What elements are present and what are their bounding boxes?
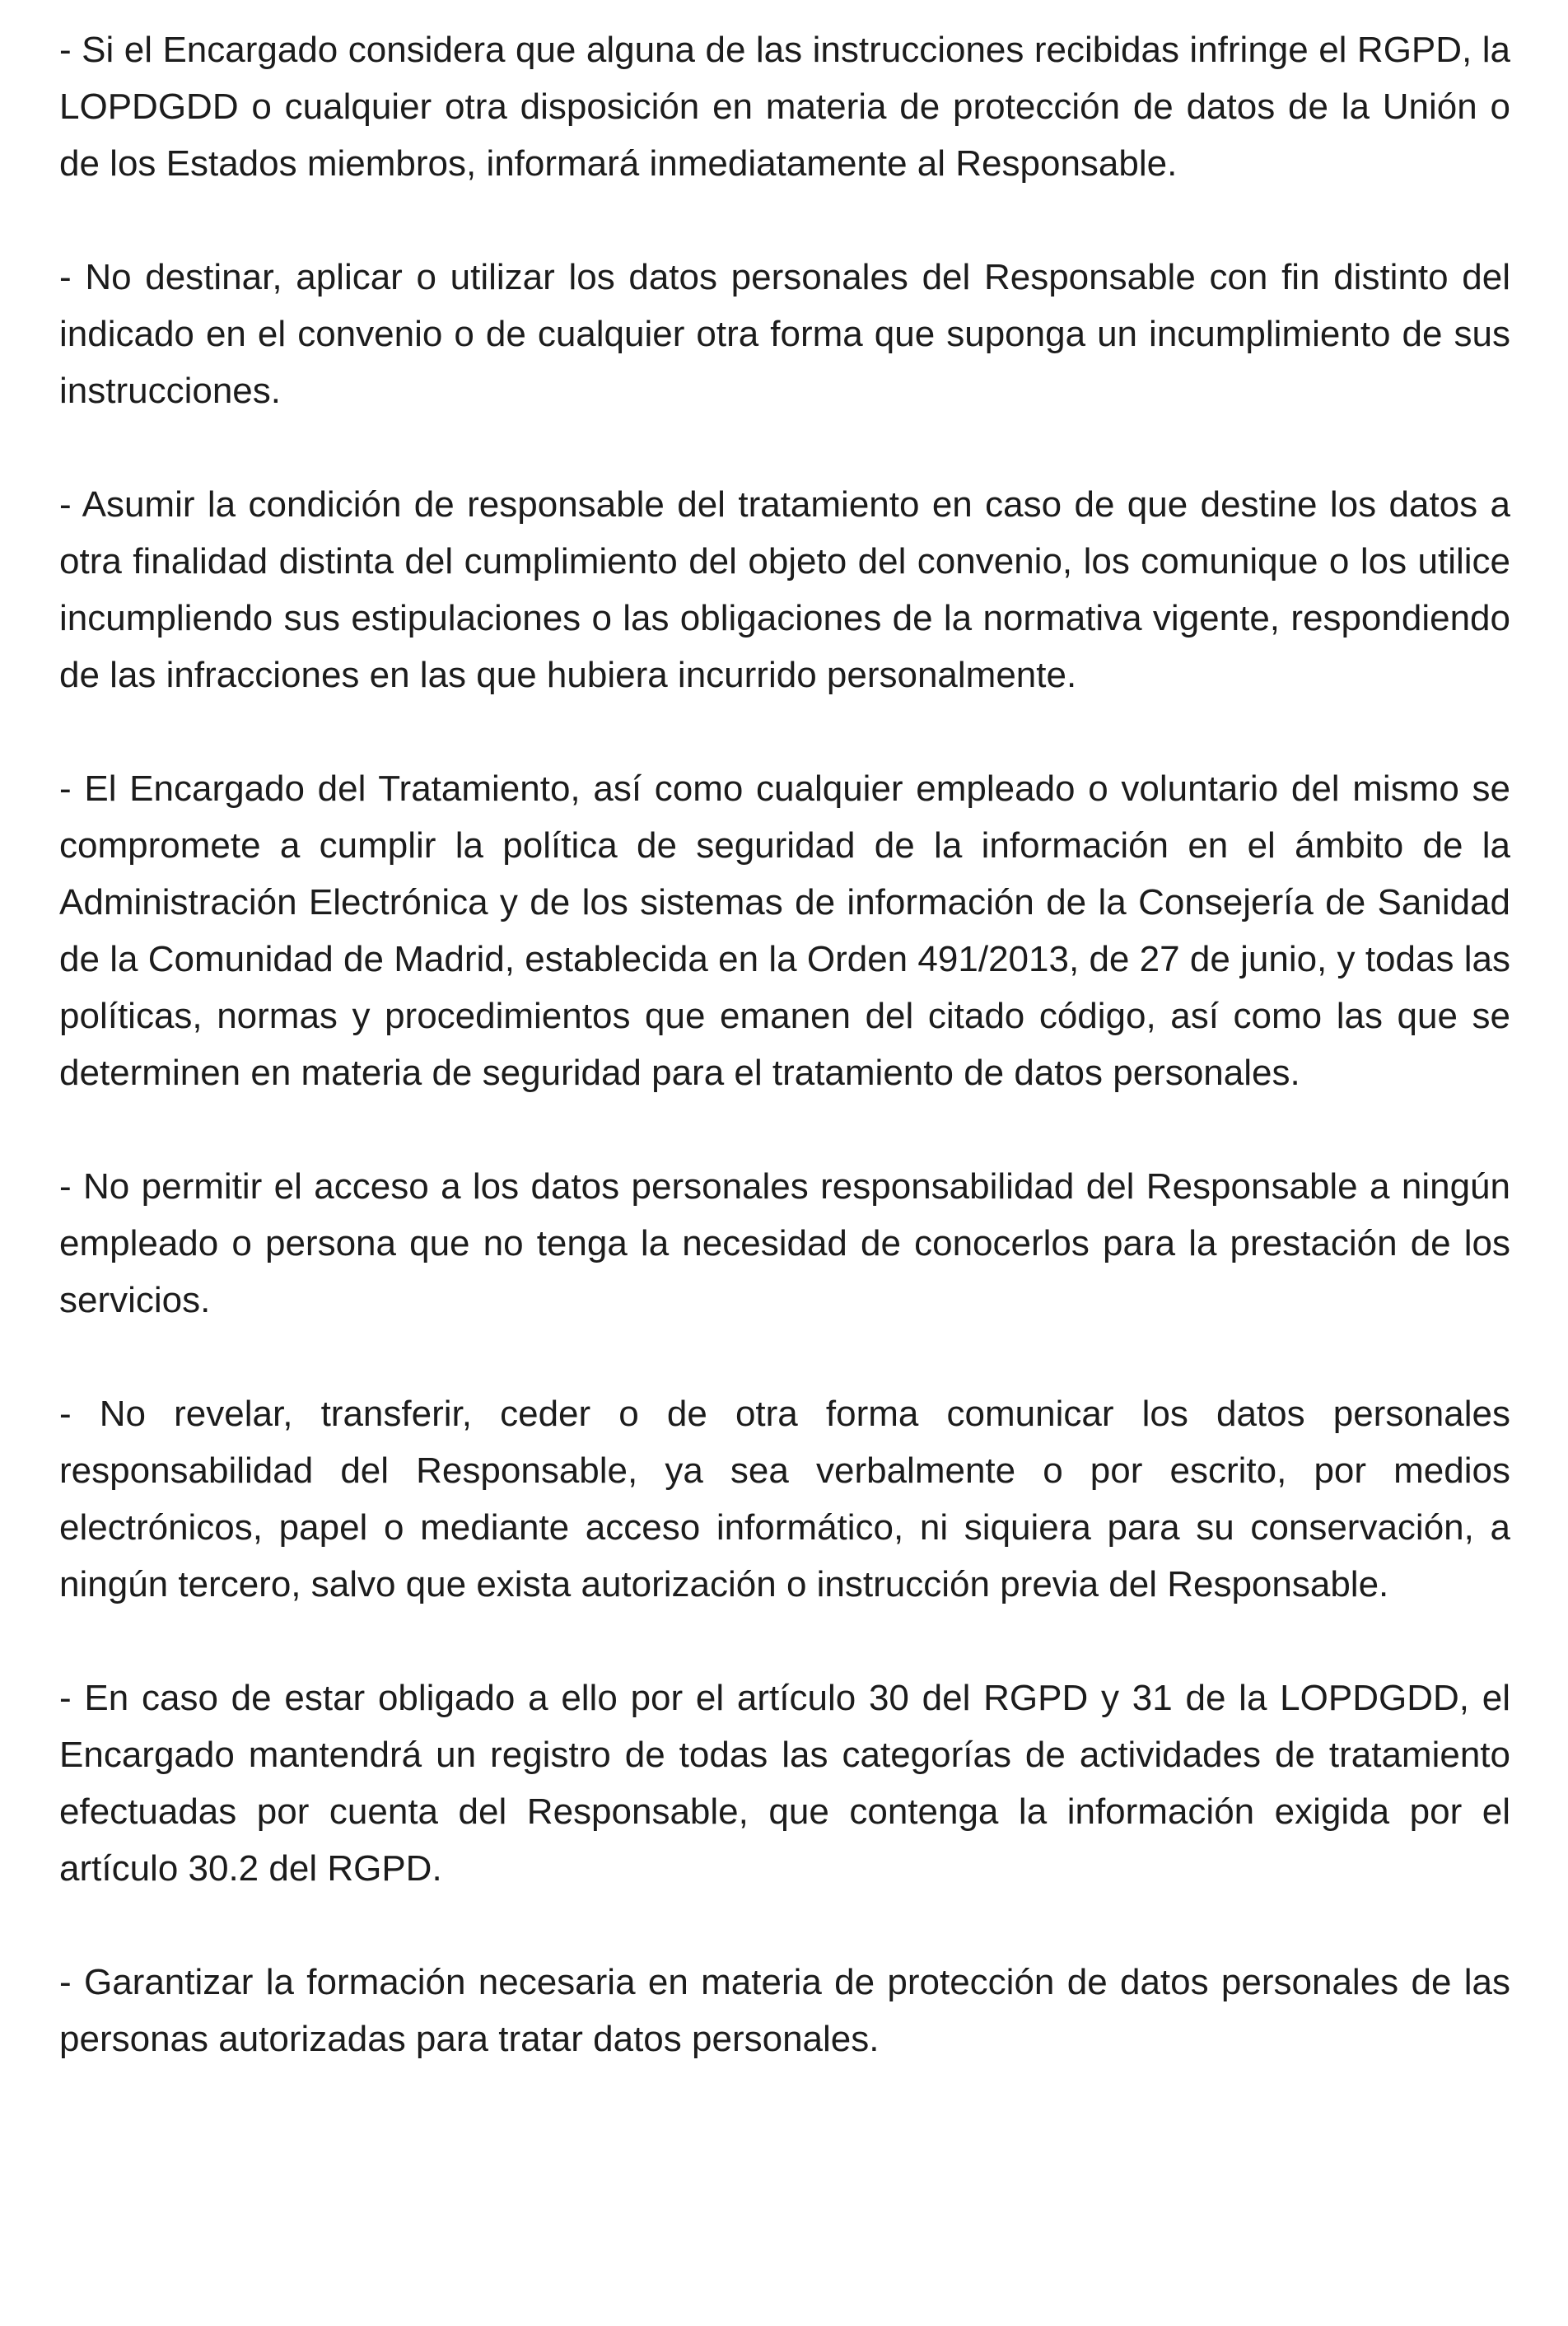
paragraph-registro-actividades: - En caso de estar obligado a ello por el artículo 30 del RGPD y 31 de la LOPDGDD, el Encargado mantendrá un registro de todas las categorías de actividades de tratamiento efectuadas por cuenta del Responsable, que contenga la información exigida por el artículo 30.2 del RGPD. xyxy=(59,1678,1510,1889)
paragraph-asumir-responsabilidad: - Asumir la condición de responsable del tratamiento en caso de que destine los datos a otra finalidad distinta del cumplimiento del objeto del convenio, los comunique o los utilice incumpliendo sus estipulaciones o las obligaciones de la normativa vigente, respondiendo de las infracciones en las que hubiera incurrido personalmente. xyxy=(59,484,1510,695)
paragraph-formacion-necesaria: - Garantizar la formación necesaria en materia de protección de datos personales de las personas autorizadas para tratar datos personales. xyxy=(59,1962,1510,2059)
document-page xyxy=(59,21,1510,2067)
paragraph-encargado-informa-infraccion: - Si el Encargado considera que alguna de las instrucciones recibidas infringe el RGPD, la LOPDGDD o cualquier otra disposición en materia de protección de datos de la Unión o de los Estados miembros, informará inmediatamente al Responsable. xyxy=(59,30,1510,184)
paragraph-no-permitir-acceso: - No permitir el acceso a los datos personales responsabilidad del Responsable a ningún empleado o persona que no tenga la necesidad de conocerlos para la prestación de los servicios. xyxy=(59,1166,1510,1320)
paragraph-no-revelar-datos: - No revelar, transferir, ceder o de otra forma comunicar los datos personales responsabilidad del Responsable, ya sea verbalmente o por escrito, por medios electrónicos, papel o mediante acceso informático, ni siquiera para su conservación, a ningún tercero, salvo que exista autorización o instrucción previa del Responsable. xyxy=(59,1394,1510,1604)
paragraph-no-destinar-datos: - No destinar, aplicar o utilizar los datos personales del Responsable con fin distinto del indicado en el convenio o de cualquier otra forma que suponga un incumplimiento de sus instrucciones. xyxy=(59,257,1510,411)
paragraph-politica-seguridad: - El Encargado del Tratamiento, así como cualquier empleado o voluntario del mismo se compromete a cumplir la política de seguridad de la información en el ámbito de la Administración Electrónica y de los sistemas de información de la Consejería de Sanidad de la Comunidad de Madrid, establecida en la Orden 491/2013, de 27 de junio, y todas las políticas, normas y procedimientos que emanen del citado código, así como las que se determinen en materia de seguridad para el tratamiento de datos personales. xyxy=(59,768,1510,1093)
